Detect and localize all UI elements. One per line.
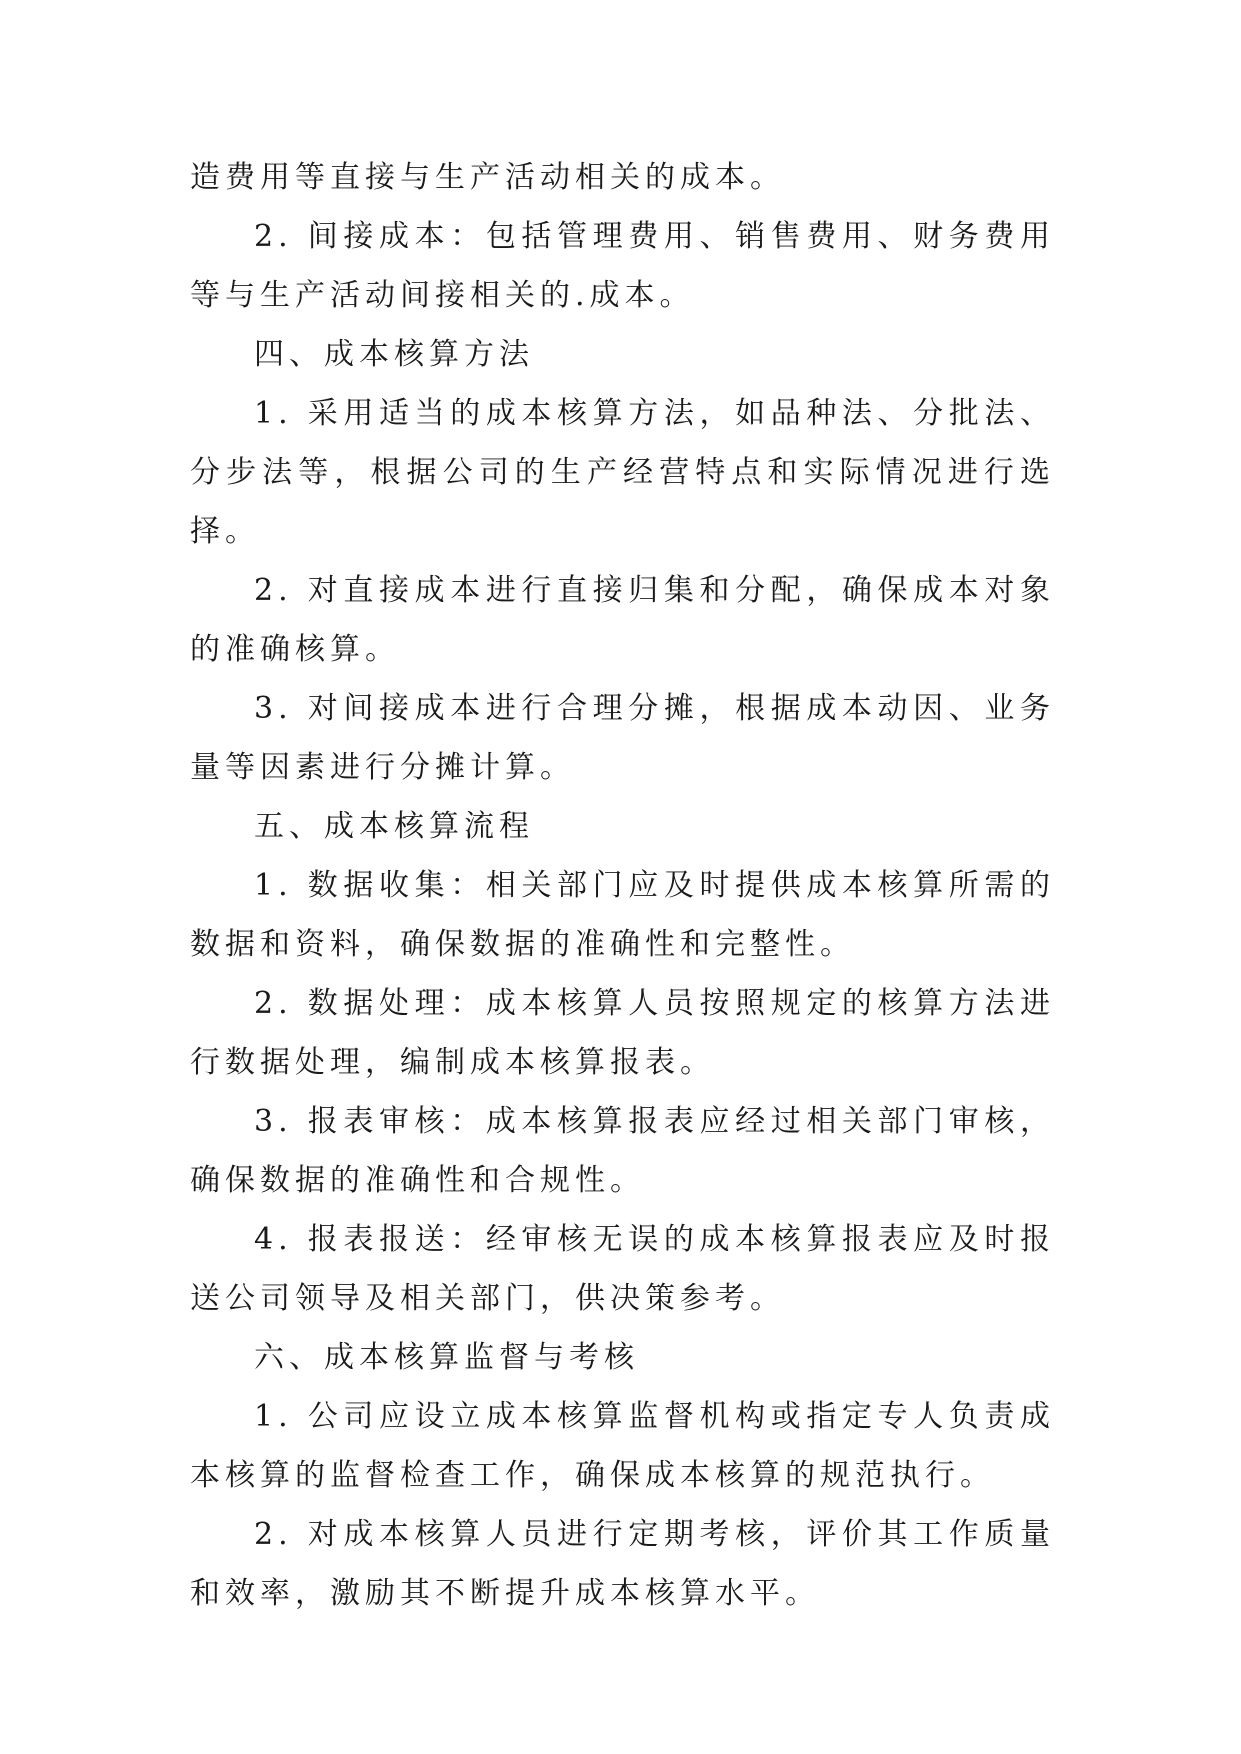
paragraph-process-3: 3. 报表审核：成本核算报表应经过相关部门审核，确保数据的准确性和合规性。: [190, 1104, 1055, 1198]
paragraph-process-4: 4. 报表报送：经审核无误的成本核算报表应及时报送公司领导及相关部门，供决策参考。: [190, 1222, 1055, 1316]
section-heading-methods: 四、成本核算方法: [254, 337, 534, 372]
document-page: [190, 148, 1055, 1623]
paragraph-supervision-2: 2. 对成本核算人员进行定期考核，评价其工作质量和效率，激励其不断提升成本核算水平。: [190, 1517, 1055, 1611]
paragraph-process-1: 1. 数据收集：相关部门应及时提供成本核算所需的数据和资料，确保数据的准确性和完整性。: [190, 868, 1055, 962]
section-heading-process: 五、成本核算流程: [254, 809, 534, 844]
paragraph-method-1: 1. 采用适当的成本核算方法，如品种法、分批法、分步法等，根据公司的生产经营特点和实际情况进行选择。: [190, 396, 1055, 549]
paragraph-process-2: 2. 数据处理：成本核算人员按照规定的核算方法进行数据处理，编制成本核算报表。: [190, 986, 1055, 1080]
paragraph-continuation: 造费用等直接与生产活动相关的成本。: [190, 160, 785, 195]
section-heading-supervision: 六、成本核算监督与考核: [254, 1340, 639, 1375]
paragraph-method-3: 3. 对间接成本进行合理分摊，根据成本动因、业务量等因素进行分摊计算。: [190, 691, 1055, 785]
paragraph-indirect-cost: 2. 间接成本：包括管理费用、销售费用、财务费用等与生产活动间接相关的.成本。: [190, 219, 1055, 313]
paragraph-method-2: 2. 对直接成本进行直接归集和分配，确保成本对象的准确核算。: [190, 573, 1055, 667]
paragraph-supervision-1: 1. 公司应设立成本核算监督机构或指定专人负责成本核算的监督检查工作，确保成本核算的规范执行。: [190, 1399, 1055, 1493]
